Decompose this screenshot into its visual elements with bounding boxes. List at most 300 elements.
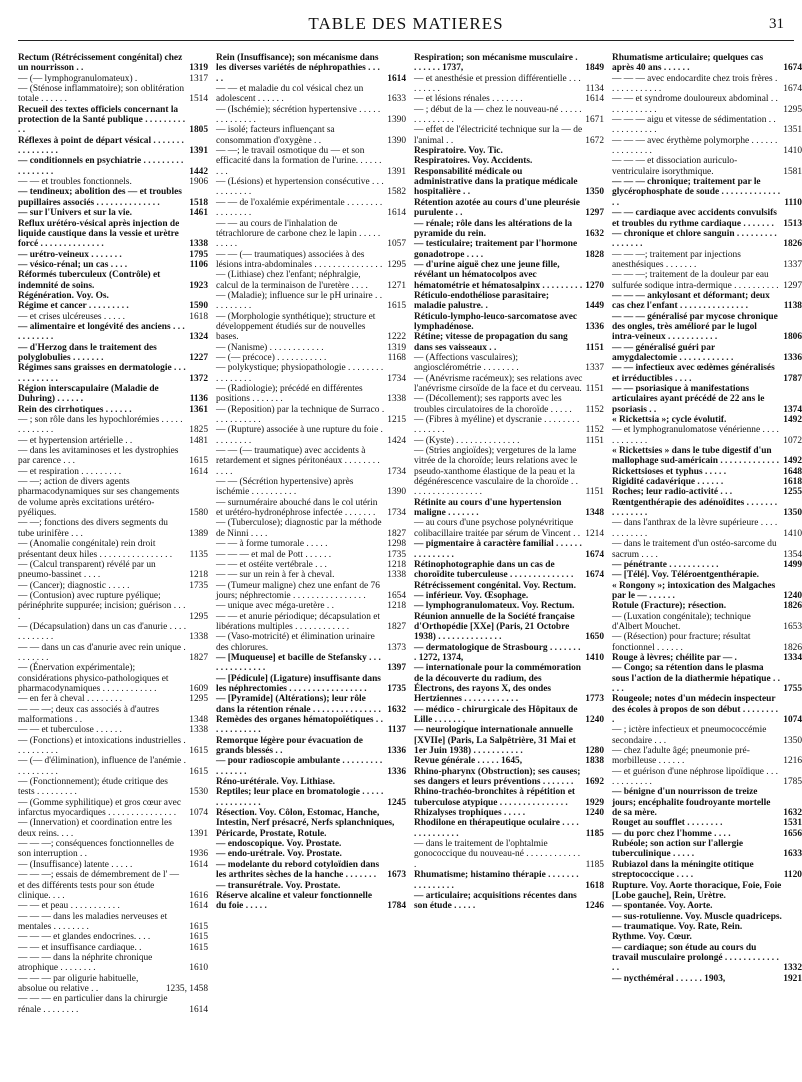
index-entry-page: 1134	[585, 84, 604, 95]
index-entry	[414, 725, 604, 756]
index-entry-page: 1632	[783, 808, 802, 819]
index-entry-page: 1336	[387, 746, 406, 757]
index-entry-page: 1795	[189, 249, 208, 260]
index-entry-text: — —; action de divers agents pharmacodynamiques sur ses changements de volume après excitations urétéro-pyéliques.	[18, 477, 180, 519]
index-entry	[414, 74, 604, 95]
index-entry-text: — tendineux; abolition des — et troubles pupillaires associés . . . . . . . . . . . . . .	[18, 187, 182, 208]
index-entry	[216, 125, 406, 146]
index-entry-text: — (Innervation) et coordination entre les deux reins. . . .	[18, 818, 172, 839]
index-entry	[18, 777, 208, 798]
index-entry-text: Rhodilone en thérapeutique oculaire . . . . . . . . . . . . . .	[414, 818, 579, 839]
index-entry-page: 1350	[585, 187, 604, 198]
index-entry-text: — pénétrante . . . . . . . . . . .	[612, 559, 719, 570]
index-entry-page: 1338	[387, 394, 406, 405]
index-entry	[18, 591, 208, 622]
index-entry	[414, 353, 604, 374]
index-entry-page: 1614	[585, 94, 604, 105]
index-entry-text: — — et ostéite vertébrale . . .	[216, 559, 327, 570]
index-entry	[18, 994, 208, 1015]
index-entry	[216, 612, 406, 633]
index-entry-text: — lymphogranulomateux. Voy. Rectum.	[414, 601, 575, 612]
index-entry-page: 1348	[585, 508, 604, 519]
index-entry	[18, 74, 208, 84]
index-entry-text: — et anesthésie et pression différentielle . . . . . . . . .	[414, 73, 581, 95]
index-entry	[612, 818, 802, 828]
index-entry-page: 1222	[387, 332, 406, 343]
index-entry	[612, 477, 802, 487]
index-entry-page: 1614	[387, 208, 406, 219]
index-entry-text: — — — aigu et vitesse de sédimentation . . . . . . . . . . . .	[612, 115, 776, 136]
index-entry-page: 1336	[387, 766, 406, 777]
index-entry-page: 1442	[189, 166, 208, 177]
index-entry-text: — — (— traumatiques) associées à des lésions intra-abdominales . . . . . . . . . . . . . . .	[216, 249, 383, 270]
index-entry-text: — dans les avitaminoses et les dystrophies par carence . . .	[18, 446, 179, 467]
index-entry-page: 1615	[189, 942, 208, 953]
index-entry-page: 1295	[189, 694, 208, 705]
index-entry-text: — — (— traumatique) avec accidents à retardement et signes péritonéaux . . . . . . . . . . . .	[216, 446, 380, 477]
index-entry	[612, 94, 802, 115]
index-entry	[216, 312, 406, 343]
index-entry-text: — (Calcul transparent) révélé par un pneumo-bassinet . . . .	[18, 559, 156, 581]
index-entry	[612, 901, 802, 911]
index-entry-text: — —; le travail osmotique du — et son efficacité dans la formation de l'urine. . . . . . . . .	[216, 146, 382, 177]
index-entry-page: 1324	[189, 332, 208, 343]
index-entry	[414, 663, 604, 704]
index-entry-page: 1616	[189, 890, 208, 901]
index-entry-page: 1825	[189, 425, 208, 436]
index-entry-page: 1492	[783, 456, 802, 467]
index-entry	[216, 343, 406, 353]
index-entry-text: — (Gomme syphilitique) et gros cœur avec infarctus myocardiques . . . . . . . . . . . . . . .	[18, 797, 181, 819]
index-entry-page: 1921	[783, 973, 802, 984]
index-entry-page: 1246	[585, 901, 604, 912]
index-entry-text: Rigidité cadavérique . . . . . .	[612, 477, 724, 488]
index-entry-text: Résection. Voy. Côlon, Estomac, Hanche, Intestin, Nerf présacré, Nerfs splanchniques, Péricarde, Prostate, Rotule.	[216, 808, 395, 839]
index-entry	[414, 415, 604, 436]
index-entry	[612, 425, 802, 446]
index-entry	[612, 487, 802, 497]
index-entry-page: 1151	[585, 487, 604, 498]
index-entry-text: — — et syndrome douloureux abdominal . . . . . . . . . . . .	[612, 94, 778, 115]
index-entry-page: 1336	[783, 352, 802, 363]
index-entry-text: Régime et cancer . . . . . . . . .	[18, 301, 129, 312]
index-entry-text: Rhino-pharynx (Obstruction); ses causes; ses dangers et leurs préventions . . . . . . .	[414, 766, 581, 788]
index-entry-text: — Congo; sa rétention dans le plasma sous l'action de la diathermie hépatique . . . . .	[612, 663, 780, 694]
index-entry-page: 1614	[189, 1004, 208, 1015]
index-entry-page: 1295	[783, 104, 802, 115]
index-entry-text: Respiratoires. Voy. Accidents.	[414, 156, 533, 167]
index-entry-page: 1410	[783, 528, 802, 539]
index-entry	[18, 446, 208, 467]
index-entry	[18, 725, 208, 735]
index-entry-text: Réno-urétérale. Voy. Lithiase.	[216, 777, 335, 788]
index-entry-page: 1849	[585, 63, 604, 74]
index-entry-page: 1615	[387, 301, 406, 312]
index-entry	[18, 798, 208, 819]
index-column-4	[612, 53, 802, 1015]
index-entry-text: Réticulo-endothéliose parasitaire; maladie palustre. .	[414, 290, 549, 312]
index-entry-page: 1826	[783, 642, 802, 653]
index-entry-text: — endo-urétrale. Voy. Prostate.	[216, 849, 342, 860]
index-entry	[216, 550, 406, 560]
index-entry-page: 1255	[783, 487, 802, 498]
index-entry	[414, 539, 604, 560]
index-entry	[414, 601, 604, 611]
index-entry	[216, 53, 406, 84]
index-entry-page: 1216	[783, 756, 802, 767]
index-entry	[216, 219, 406, 250]
index-entry-text: — vésico-rénal; un cas . . . .	[18, 259, 128, 270]
index-entry-text: Rectum (Rétrécissement congénital) chez un nourrisson . .	[18, 53, 183, 74]
index-entry-page: 1827	[387, 528, 406, 539]
index-entry-page: 1735	[387, 683, 406, 694]
index-entry-text: — — au cours de l'inhalation de tétrachlorure de carbone chez le lapin . . . . . . . . . .	[216, 218, 381, 250]
index-entry-text: Rétinophotographie dans un cas de choroïdite tuberculeuse . . . . . . . . . . . . . .	[414, 559, 574, 581]
index-entry-text: — — et troubles fonctionnels.	[18, 177, 132, 188]
index-entry	[612, 881, 802, 902]
index-entry-page: 1784	[387, 901, 406, 912]
index-entry	[18, 477, 208, 518]
index-entry	[216, 518, 406, 539]
index-entry	[612, 115, 802, 136]
index-entry	[612, 912, 802, 922]
index-entry-page: 1317	[189, 73, 208, 84]
index-entry-text: — [Télé]. Voy. Téléroentgenthérapie.	[612, 570, 760, 581]
index-entry-page: 1615	[189, 746, 208, 757]
index-entry	[414, 767, 604, 788]
index-entry	[414, 643, 604, 664]
index-entry-page: 1338	[189, 632, 208, 643]
index-entry-page: 1215	[387, 415, 406, 426]
index-entry-text: — — cardiaque avec accidents convulsifs et troubles du rythme cardiaque . . . . . . .	[612, 208, 777, 229]
index-entry-text: « Rickettsies » dans le tube digestif d'un mallophage sud-américain . . . . . . . . . . . . .	[612, 446, 779, 467]
index-entry	[18, 291, 208, 301]
index-entry-text: — (Kyste) . . . . . . . . . . . . . .	[414, 435, 520, 446]
index-entry	[612, 974, 802, 984]
index-entry	[18, 250, 208, 260]
index-entry-text: Revue générale . . . . . 1645,	[414, 756, 523, 767]
index-entry	[18, 467, 208, 477]
index-entry-page: 1354	[783, 549, 802, 560]
index-entry-text: — — — en particulier dans la chirurgie rénale . . . . . . . .	[18, 994, 168, 1015]
index-entry-text: — [Muqueuse] et bacille de Stefansky . . . . . . . . . . . . . .	[216, 652, 381, 674]
index-entry	[216, 632, 406, 653]
index-entry-text: — pigmentaire à caractère familial . . . . . . . . . . . . . . .	[414, 539, 582, 560]
index-entry-page: 1692	[585, 777, 604, 788]
index-entry-text: Régimes sans graisses en dermatologie . . . . . . . . . . . .	[18, 363, 186, 384]
index-entry-page: 1397	[387, 663, 406, 674]
index-entry	[612, 384, 802, 415]
index-entry	[216, 405, 406, 426]
index-entry	[18, 870, 208, 901]
index-entry-text: — — — et mal de Pott . . . . . .	[216, 549, 332, 560]
index-entry	[18, 312, 208, 322]
index-entry	[18, 219, 208, 250]
index-entry-page: 1424	[387, 435, 406, 446]
index-entry-text: — — —; traitement par injections anesthésiques . . . . . . .	[612, 249, 741, 270]
index-entry-text: — (Fibres à myéline) et dyscranie . . . . . . . . . . . . . . .	[414, 415, 580, 436]
index-entry-text: — (Énervation expérimentale); considérations physico-pathologiques et pharmacodynamiques . . . . . . . . . . . .	[18, 663, 169, 694]
index-entry-page: 1581	[783, 166, 802, 177]
index-entry	[612, 177, 802, 208]
index-entry-text: — — (Sécrétion hypertensive) après ischémie . . . . . . . . . .	[216, 477, 354, 498]
index-entry-text: — (Insuffisance) latente . . . . .	[18, 859, 133, 870]
index-entry-text: — — généralisé guéri par amygdalectomie . . . . . . . . . . . .	[612, 342, 734, 363]
index-entry-text: Rhumatisme; histamino thérapie . . . . . . . . . . . . . . . .	[414, 870, 579, 891]
index-entry-text: — médico - chirurgicale des Hôpitaux de Lille . . . . . . .	[414, 704, 578, 725]
index-entry-page: 1906	[189, 177, 208, 188]
index-entry-page: 1656	[783, 828, 802, 839]
index-entry-text: — et crises ulcéreuses . . . . .	[18, 311, 125, 322]
index-entry-page: 1610	[189, 963, 208, 974]
index-entry	[216, 891, 406, 912]
index-entry-page: 1615	[189, 932, 208, 943]
index-entry	[216, 250, 406, 271]
index-entry-page: 1838	[585, 756, 604, 767]
index-entry-text: Réformés tuberculeux (Contrôle) et indemnité de soins.	[18, 270, 161, 291]
index-entry-page: 1138	[783, 301, 802, 312]
index-entry-text: — inférieur. Voy. Œsophage.	[414, 590, 529, 601]
index-entry-page: 1245	[387, 797, 406, 808]
index-entry-page: 1755	[783, 683, 802, 694]
index-entry-text: — urétro-veineux . . . . . . .	[18, 249, 122, 260]
index-entry-text: — ; ictère infectieux et pneumococcémie secondaire . . .	[612, 725, 767, 746]
index-entry	[414, 591, 604, 601]
index-entry-text: Rétrécissement congénital. Voy. Rectum.	[414, 580, 576, 591]
index-entry	[216, 384, 406, 405]
index-entry-page: 1672	[585, 135, 604, 146]
page-header	[18, 0, 794, 41]
index-entry-page: 1348	[189, 715, 208, 725]
index-entry-text: — (Maladie); influence sur le pH urinaire . . . . . . . . . .	[216, 290, 383, 312]
index-entry	[612, 839, 802, 860]
index-entry-page: 1295	[189, 611, 208, 622]
index-entry-page: 1410	[783, 146, 802, 157]
index-entry-text: — testiculaire; traitement par l'hormone gonadotrope . . . .	[414, 239, 578, 260]
index-entry	[216, 756, 406, 777]
index-entry	[216, 849, 406, 859]
index-entry	[216, 601, 406, 611]
index-entry	[612, 560, 802, 570]
index-entry-text: — — — généralisé par mycose chronique des ongles, très amélioré par le lugol intra-veineux . . . . . . . . . . .	[612, 311, 778, 343]
index-entry-text: Remorque légère pour évacuation de grands blessés . .	[216, 735, 363, 757]
index-entry-text: — (Décollement); ses rapports avec les troubles circulatoires de la choroïde . . . . .	[414, 394, 572, 415]
index-entry	[18, 943, 208, 953]
index-entry-text: — (— précoce) . . . . . . . . . . .	[216, 352, 327, 363]
index-entry-page: 1319	[387, 342, 406, 353]
index-entry-text: — ; son rôle dans les hypochlorémies . . . . . . . . . . . . .	[18, 415, 183, 436]
index-entry	[216, 425, 406, 446]
index-entry	[18, 860, 208, 870]
index-entry-text: — — —; essais de démembrement de l' — et des différents tests pour son étude clinique. . . .	[18, 870, 180, 901]
index-entry-text: — dans l'anthrax de la lèvre supérieure . . . . . . . . . . . .	[612, 518, 778, 539]
index-entry-text: — — et peau . . . . . . . . . . .	[18, 901, 120, 912]
index-entry-page: 1218	[387, 559, 406, 570]
index-entry-text: — (Décapsulation) dans un cas d'anurie . . . . . . . . . . . .	[18, 621, 187, 643]
index-entry-text: — et lésions rénales . . . . . . .	[414, 94, 523, 105]
index-entry-text: Rétine; vitesse de propagation du sang dans ses vaisseaux . .	[414, 332, 568, 353]
index-entry-page: 1270	[585, 280, 604, 291]
index-entry	[414, 219, 604, 240]
index-entry-page: 1110	[784, 197, 802, 208]
index-entry	[18, 405, 208, 415]
index-entry	[612, 787, 802, 818]
index-entry-text: Rickettsioses et typhus . . . . .	[612, 466, 727, 477]
index-entry-text: — (— d'élimination), influence de l'anémie . . . . . . . . . .	[18, 756, 186, 777]
index-entry-text: — rénale; rôle dans les altérations de la pyramide du rein.	[414, 218, 573, 239]
index-entry-page: 1590	[189, 301, 208, 312]
index-entry	[414, 839, 604, 870]
index-entry	[18, 343, 208, 364]
index-entry-text: Rhizalyses trophiques . . . . .	[414, 808, 526, 819]
index-entry	[612, 270, 802, 291]
index-entry-text: — — —; traitement de la douleur par eau sulfurée sodique intra-dermique . . . . . . . . . .	[612, 270, 779, 291]
index-entry	[216, 353, 406, 363]
index-entry-text: Régénération. Voy. Os.	[18, 290, 109, 301]
index-entry-page: 1390	[387, 115, 406, 126]
index-entry-page: 1106	[189, 259, 208, 270]
index-entry-text: — du porc chez l'homme . . . .	[612, 828, 731, 839]
index-entry	[216, 860, 406, 881]
index-entry	[18, 912, 208, 933]
index-entry-page: 1514	[189, 94, 208, 105]
index-entry-text: — nycthéméral . . . . . . 1903,	[612, 973, 726, 984]
index-entry-page: 1827	[387, 621, 406, 632]
index-entry-text: Roches; leur radio-activité . . .	[612, 487, 733, 498]
index-entry-text: Région interscapulaire (Maladie de Duhring) . . . . . .	[18, 384, 159, 405]
index-entry-page: 1673	[387, 870, 406, 881]
index-entry-text: — — — avec endocardite chez trois frères . . . . . . . . . . . .	[612, 73, 778, 95]
index-entry-page: 1336	[585, 321, 604, 332]
index-entry	[414, 818, 604, 839]
index-entry-page: 1633	[783, 849, 802, 860]
index-entry	[414, 436, 604, 446]
index-entry-page: 1614	[189, 859, 208, 870]
index-entry	[612, 250, 802, 271]
index-entry	[612, 74, 802, 95]
index-column-2	[216, 53, 406, 1015]
index-entry	[216, 694, 406, 715]
index-entry-text: — neurologique internationale annuelle [XVIIe] (Paris, La Salpêtrière, 31 Mai et 1er Juin 1938) . . . . . . . . . . .	[414, 725, 576, 757]
index-entry	[414, 446, 604, 498]
index-entry-text: — (Ischémie); sécrétion hypertensive . . . . . . . . . . . . . .	[216, 104, 381, 126]
index-entry	[612, 518, 802, 539]
index-column-1	[18, 53, 208, 1015]
index-entry	[612, 343, 802, 364]
index-entry	[414, 53, 604, 74]
index-entry	[18, 436, 208, 446]
index-entry-page: 1787	[783, 373, 802, 384]
index-entry	[216, 808, 406, 839]
index-entry-text: — dans le traitement d'un ostéo-sarcome du sacrum . . . .	[612, 539, 777, 560]
index-entry-page: 1120	[783, 870, 802, 881]
index-entry	[612, 446, 802, 467]
index-entry-page: 1390	[387, 487, 406, 498]
index-entry	[414, 581, 604, 591]
index-entry	[216, 570, 406, 580]
index-entry-page: 1650	[585, 632, 604, 643]
index-entry	[216, 736, 406, 757]
index-entry-text: — dermatologique de Strasbourg . . . . . . . . 1272, 1374,	[414, 642, 581, 663]
index-entry	[612, 653, 802, 663]
index-entry-page: 1297	[585, 208, 604, 219]
index-entry	[612, 922, 802, 932]
index-entry	[18, 187, 208, 208]
index-entry	[18, 177, 208, 187]
index-entry-text: Réserve alcaline et valeur fonctionnelle du foie . . . . .	[216, 890, 373, 912]
index-entry-page: 1240	[783, 590, 802, 601]
index-entry-text: — dans le traitement de l'ophtalmie gonococcique du nouveau-né . . . . . . . . . . . . .	[414, 839, 581, 870]
index-entry	[216, 291, 406, 312]
index-entry	[18, 136, 208, 157]
index-entry-text: Rougeole; notes d'un médecin inspecteur des écoles à propos de son début . . . . . . . . .	[612, 694, 778, 725]
index-entry-page: 1513	[783, 218, 802, 229]
index-entry	[18, 53, 208, 74]
index-entry-text: Rein (Insuffisance); son mécanisme dans les diverses variétés de néphropathies . . . . .	[216, 53, 380, 84]
index-entry	[18, 932, 208, 942]
index-entry-text: — chez l'adulte âgé; pneumonie pré-morbilleuse . . . . . .	[612, 746, 750, 767]
index-entry-text: — et respiration . . . . . . . . .	[18, 466, 122, 477]
index-entry-page: 1298	[387, 539, 406, 550]
index-entry-page: 1735	[189, 580, 208, 591]
index-entry-page: 1674	[783, 84, 802, 95]
page-number: 31	[769, 16, 784, 32]
index-entry-page: 1615	[189, 456, 208, 467]
index-entry-text: — en fer à cheval . . . . . . . .	[18, 694, 123, 705]
index-entry	[18, 518, 208, 539]
index-entry	[612, 156, 802, 177]
index-entry	[414, 394, 604, 415]
index-entry-text: — d'urine aiguë chez une jeune fille, révélant un hématocolpos avec hématométrie et hématosalpinx . . . . . . . . .	[414, 259, 583, 291]
index-entry	[216, 581, 406, 602]
index-entry-page: 1374	[783, 404, 802, 415]
index-entry	[216, 539, 406, 549]
index-entry-page: 1615	[189, 921, 208, 932]
index-entry-page: 1338	[387, 570, 406, 581]
index-entry-text: — — —; conséquences fonctionnelles de son interruption . .	[18, 839, 174, 860]
index-entry-text: — — — et glandes endocrines. . . .	[18, 932, 151, 943]
index-entry	[612, 632, 802, 653]
index-entry-page: 1137	[387, 725, 406, 736]
index-entry-text: — polykystique; physiopathologie . . . . . . . . . . . . . . . .	[216, 363, 384, 384]
index-entry	[612, 291, 802, 312]
index-entry	[18, 663, 208, 694]
index-entry	[18, 260, 208, 270]
index-entry-page: 1135	[189, 549, 208, 560]
index-entry-text: — (— lymphogranulomateux) .	[18, 73, 138, 84]
index-entry-text: Rouge à lèvres; chéilite par — .	[612, 652, 737, 663]
index-entry-page: 1632	[585, 228, 604, 239]
index-entry-text: — — et insuffisance cardiaque. .	[18, 942, 142, 953]
index-entry-page: 1734	[387, 466, 406, 477]
index-entry-page: 1218	[387, 601, 406, 612]
index-entry	[612, 53, 802, 74]
index-entry-page: 1151	[585, 384, 604, 394]
index-entry	[18, 643, 208, 664]
index-entry-text: « Rickettsia »; cycle évolutif.	[612, 415, 727, 426]
index-entry-text: — pour radioscopie ambulante . . . . . . . . . . . . . . . .	[216, 756, 383, 777]
index-entry-page: 1734	[387, 373, 406, 384]
index-entry-text: — transurétrale. Voy. Prostate.	[216, 880, 341, 891]
index-entry	[414, 94, 604, 104]
index-entry-text: — (Lésions) et hypertension consécutive . . . . . . . . . . .	[216, 177, 384, 198]
index-entry-text: Rupture. Voy. Aorte thoracique, Foie, Foie [Lobe gauche], Rein, Urètre.	[612, 880, 782, 901]
index-entry-text: Rubiazol dans la méningite otitique streptococcique . . . .	[612, 859, 754, 881]
index-entry-text: — cardiaque; son étude au cours du travail musculaire prolongé . . . . . . . . . . . . . .	[612, 942, 779, 974]
index-entry-text: — ; début de la — chez le nouveau-né . . . . . . . . . . . . . .	[414, 104, 582, 126]
index-entry-page: 1674	[783, 63, 802, 74]
index-entry	[18, 694, 208, 704]
